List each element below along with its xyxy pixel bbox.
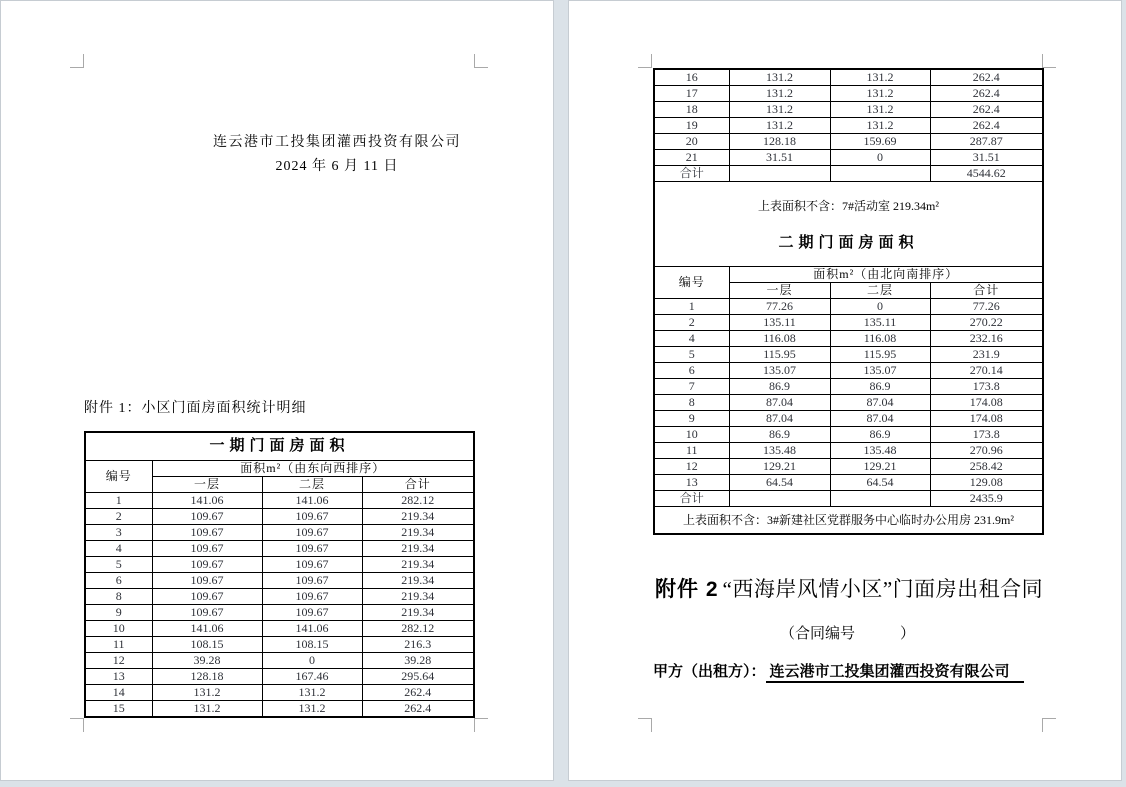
area-value-cell: 262.4 — [930, 118, 1043, 134]
column-header-area-group: 面积m²（由北向南排序） — [729, 267, 1043, 283]
row-id-cell: 合计 — [654, 166, 729, 182]
area-value-cell: 262.4 — [930, 102, 1043, 118]
table-row — [654, 134, 1043, 150]
row-id-cell: 8 — [654, 395, 729, 411]
table-row — [654, 459, 1043, 475]
area-value-cell: 131.2 — [729, 102, 830, 118]
area-value-cell: 258.42 — [930, 459, 1043, 475]
area-value-cell: 287.87 — [930, 134, 1043, 150]
company-name: 连云港市工投集团灌西投资有限公司 — [213, 135, 461, 150]
area-value-cell: 87.04 — [830, 411, 930, 427]
table-row — [654, 299, 1043, 315]
row-id-cell: 6 — [654, 363, 729, 379]
area-value-cell: 109.67 — [152, 557, 262, 573]
area-value-cell: 39.28 — [152, 653, 262, 669]
area-value-cell: 115.95 — [830, 347, 930, 363]
phase1-table-continued-body — [654, 69, 1043, 182]
row-id-cell: 20 — [654, 134, 729, 150]
row-id-cell: 1 — [654, 299, 729, 315]
table-row — [654, 427, 1043, 443]
area-value-cell: 129.21 — [830, 459, 930, 475]
table-row — [85, 573, 474, 589]
area-value-cell — [729, 166, 830, 182]
attachment2-label: 附件 2 — [655, 578, 719, 601]
area-value-cell: 219.34 — [362, 573, 474, 589]
row-id-cell: 8 — [85, 589, 152, 605]
attachment1-heading: 附件 1：小区门面房面积统计明细 — [84, 401, 307, 416]
area-value-cell: 109.67 — [152, 525, 262, 541]
table-row — [85, 589, 474, 605]
area-value-cell: 0 — [830, 150, 930, 166]
table-row — [85, 509, 474, 525]
table-row — [85, 493, 474, 509]
table-row — [85, 621, 474, 637]
row-id-cell: 10 — [654, 427, 729, 443]
area-value-cell: 2435.9 — [930, 491, 1043, 507]
area-value-cell: 282.12 — [362, 621, 474, 637]
area-value-cell: 135.07 — [830, 363, 930, 379]
area-value-cell: 87.04 — [729, 411, 830, 427]
area-value-cell: 135.11 — [830, 315, 930, 331]
table-row — [654, 166, 1043, 182]
attachment2-contract-title: “西海岸风情小区”门面房出租合同 — [722, 577, 1044, 601]
column-header-total: 合计 — [362, 477, 474, 493]
area-value-cell: 135.11 — [729, 315, 830, 331]
row-id-cell: 13 — [654, 475, 729, 491]
area-value-cell: 0 — [262, 653, 362, 669]
area-value-cell: 270.22 — [930, 315, 1043, 331]
area-value-cell: 77.26 — [930, 299, 1043, 315]
table-row — [654, 475, 1043, 491]
area-value-cell: 167.46 — [262, 669, 362, 685]
area-value-cell: 115.95 — [729, 347, 830, 363]
row-id-cell: 17 — [654, 86, 729, 102]
table-row — [654, 315, 1043, 331]
row-id-cell: 13 — [85, 669, 152, 685]
table-row — [654, 69, 1043, 86]
row-id-cell: 18 — [654, 102, 729, 118]
column-header-area-group: 面积m²（由东向西排序） — [152, 461, 474, 477]
area-value-cell: 295.64 — [362, 669, 474, 685]
table-row — [654, 411, 1043, 427]
area-value-cell: 174.08 — [930, 411, 1043, 427]
contract-number-line: （合同编号 ） — [779, 625, 915, 642]
row-id-cell: 11 — [654, 443, 729, 459]
phase1-exclusion-note: 上表面积不含：7#活动室 219.34m² — [758, 198, 939, 213]
area-value-cell: 109.67 — [262, 525, 362, 541]
area-value-cell: 216.3 — [362, 637, 474, 653]
table-row — [85, 653, 474, 669]
area-value-cell: 135.07 — [729, 363, 830, 379]
area-value-cell: 64.54 — [729, 475, 830, 491]
text-boundary-mark-bottom-left — [70, 718, 84, 732]
table-row — [654, 150, 1043, 166]
table-row — [654, 395, 1043, 411]
document-page-1[interactable] — [0, 0, 554, 781]
area-value-cell: 109.67 — [152, 605, 262, 621]
table-title-row — [85, 432, 474, 461]
row-id-cell: 11 — [85, 637, 152, 653]
area-value-cell: 141.06 — [152, 493, 262, 509]
phase2-note-cell — [654, 507, 1043, 535]
area-value-cell: 131.2 — [729, 86, 830, 102]
area-value-cell: 219.34 — [362, 525, 474, 541]
area-value-cell: 109.67 — [262, 605, 362, 621]
area-value-cell: 131.2 — [830, 118, 930, 134]
column-header-floor1: 一层 — [152, 477, 262, 493]
party-a-company: 连云港市工投集团灌西投资有限公司 — [766, 663, 1024, 683]
area-value-cell: 131.2 — [729, 69, 830, 86]
table-row — [654, 86, 1043, 102]
area-value-cell: 128.18 — [729, 134, 830, 150]
document-page-2[interactable] — [568, 0, 1122, 781]
row-id-cell: 2 — [85, 509, 152, 525]
row-id-cell: 4 — [85, 541, 152, 557]
area-value-cell: 174.08 — [930, 395, 1043, 411]
area-value-cell: 131.2 — [152, 701, 262, 718]
area-value-cell: 86.9 — [830, 379, 930, 395]
text-boundary-mark-bottom-right — [1042, 718, 1056, 732]
text-boundary-mark-top-right — [1042, 54, 1056, 68]
text-boundary-mark-bottom-right — [474, 718, 488, 732]
phase1-table-body — [85, 493, 474, 718]
column-header-id: 编号 — [85, 461, 152, 493]
party-a-line — [653, 660, 1024, 681]
area-value-cell: 86.9 — [830, 427, 930, 443]
area-value-cell: 109.67 — [262, 509, 362, 525]
area-value-cell: 108.15 — [262, 637, 362, 653]
row-id-cell: 5 — [85, 557, 152, 573]
table-header-row — [85, 461, 474, 477]
area-value-cell: 262.4 — [362, 701, 474, 718]
area-value-cell: 109.67 — [262, 589, 362, 605]
note-and-title-row — [654, 182, 1043, 267]
area-value-cell — [729, 491, 830, 507]
area-value-cell: 131.2 — [830, 86, 930, 102]
area-value-cell: 109.67 — [262, 541, 362, 557]
text-boundary-mark-top-left — [70, 54, 84, 68]
area-value-cell: 135.48 — [830, 443, 930, 459]
table-row — [654, 118, 1043, 134]
area-value-cell: 129.21 — [729, 459, 830, 475]
area-value-cell: 270.96 — [930, 443, 1043, 459]
column-header-floor1: 一层 — [729, 283, 830, 299]
area-value-cell — [830, 166, 930, 182]
area-value-cell: 109.67 — [152, 573, 262, 589]
note-row — [654, 507, 1043, 535]
area-value-cell: 0 — [830, 299, 930, 315]
area-value-cell: 39.28 — [362, 653, 474, 669]
area-value-cell: 131.2 — [152, 685, 262, 701]
area-value-cell: 108.15 — [152, 637, 262, 653]
text-boundary-mark-bottom-left — [638, 718, 652, 732]
area-value-cell: 86.9 — [729, 427, 830, 443]
table-row — [654, 331, 1043, 347]
column-header-floor2: 二层 — [830, 283, 930, 299]
area-value-cell: 131.2 — [729, 118, 830, 134]
row-id-cell: 2 — [654, 315, 729, 331]
table-row — [85, 605, 474, 621]
phase1-continued-and-phase2-table — [653, 68, 1044, 535]
area-value-cell: 31.51 — [729, 150, 830, 166]
row-id-cell: 1 — [85, 493, 152, 509]
area-value-cell: 141.06 — [152, 621, 262, 637]
column-header-id: 编号 — [654, 267, 729, 299]
table-row — [85, 669, 474, 685]
text-boundary-mark-top-right — [474, 54, 488, 68]
row-id-cell: 15 — [85, 701, 152, 718]
area-value-cell: 141.06 — [262, 621, 362, 637]
area-value-cell: 86.9 — [729, 379, 830, 395]
table-row — [654, 363, 1043, 379]
row-id-cell: 7 — [654, 379, 729, 395]
area-value-cell: 173.8 — [930, 379, 1043, 395]
area-value-cell: 4544.62 — [930, 166, 1043, 182]
table-row — [85, 541, 474, 557]
area-value-cell: 87.04 — [830, 395, 930, 411]
area-value-cell: 128.18 — [152, 669, 262, 685]
area-value-cell: 109.67 — [262, 557, 362, 573]
table-row — [654, 347, 1043, 363]
text-boundary-mark-top-left — [638, 54, 652, 68]
area-value-cell: 31.51 — [930, 150, 1043, 166]
table-row — [85, 701, 474, 718]
row-id-cell: 19 — [654, 118, 729, 134]
row-id-cell: 14 — [85, 685, 152, 701]
area-value-cell: 109.67 — [152, 509, 262, 525]
row-id-cell: 合计 — [654, 491, 729, 507]
area-value-cell: 109.67 — [262, 573, 362, 589]
area-value-cell: 219.34 — [362, 589, 474, 605]
phase2-table-title: 二期门面房面积 — [778, 234, 919, 251]
area-value-cell: 270.14 — [930, 363, 1043, 379]
phase2-exclusion-note: 上表面积不含：3#新建社区党群服务中心临时办公用房 231.9m² — [683, 513, 1014, 527]
row-id-cell: 12 — [85, 653, 152, 669]
area-value-cell: 131.2 — [262, 685, 362, 701]
area-value-cell: 219.34 — [362, 605, 474, 621]
row-id-cell: 9 — [85, 605, 152, 621]
area-value-cell: 131.2 — [262, 701, 362, 718]
row-id-cell: 5 — [654, 347, 729, 363]
area-value-cell: 262.4 — [930, 86, 1043, 102]
area-value-cell: 77.26 — [729, 299, 830, 315]
table-row — [654, 443, 1043, 459]
row-id-cell: 21 — [654, 150, 729, 166]
table-row — [85, 637, 474, 653]
attachment2-heading — [655, 573, 1043, 603]
area-value-cell: 141.06 — [262, 493, 362, 509]
area-value-cell: 262.4 — [362, 685, 474, 701]
table-row — [85, 685, 474, 701]
table-row — [85, 557, 474, 573]
table-row — [654, 491, 1043, 507]
row-id-cell: 16 — [654, 69, 729, 86]
area-value-cell: 173.8 — [930, 427, 1043, 443]
area-value-cell: 262.4 — [930, 69, 1043, 86]
party-a-label: 甲方（出租方）： — [653, 663, 766, 680]
area-value-cell: 159.69 — [830, 134, 930, 150]
area-value-cell: 116.08 — [729, 331, 830, 347]
area-value-cell: 109.67 — [152, 541, 262, 557]
column-header-total: 合计 — [930, 283, 1043, 299]
row-id-cell: 6 — [85, 573, 152, 589]
area-value-cell — [830, 491, 930, 507]
area-value-cell: 282.12 — [362, 493, 474, 509]
area-value-cell: 109.67 — [152, 589, 262, 605]
phase1-area-table — [84, 431, 475, 718]
area-value-cell: 87.04 — [729, 395, 830, 411]
phase2-table-body — [654, 299, 1043, 507]
area-value-cell: 64.54 — [830, 475, 930, 491]
document-date: 2024 年 6 月 11 日 — [275, 159, 399, 174]
area-value-cell: 129.08 — [930, 475, 1043, 491]
column-header-floor2: 二层 — [262, 477, 362, 493]
area-value-cell: 116.08 — [830, 331, 930, 347]
area-value-cell: 131.2 — [830, 69, 930, 86]
row-id-cell: 10 — [85, 621, 152, 637]
row-id-cell: 4 — [654, 331, 729, 347]
table-header-row — [654, 267, 1043, 283]
table-row — [654, 379, 1043, 395]
area-value-cell: 232.16 — [930, 331, 1043, 347]
area-value-cell: 231.9 — [930, 347, 1043, 363]
row-id-cell: 12 — [654, 459, 729, 475]
row-id-cell: 9 — [654, 411, 729, 427]
area-value-cell: 219.34 — [362, 509, 474, 525]
phase1-table-title: 一期门面房面积 — [85, 432, 474, 461]
table-row — [654, 102, 1043, 118]
area-value-cell: 135.48 — [729, 443, 830, 459]
row-id-cell: 3 — [85, 525, 152, 541]
phase1-note-cell — [654, 182, 1043, 267]
area-value-cell: 131.2 — [830, 102, 930, 118]
area-value-cell: 219.34 — [362, 541, 474, 557]
area-value-cell: 219.34 — [362, 557, 474, 573]
table-row — [85, 525, 474, 541]
